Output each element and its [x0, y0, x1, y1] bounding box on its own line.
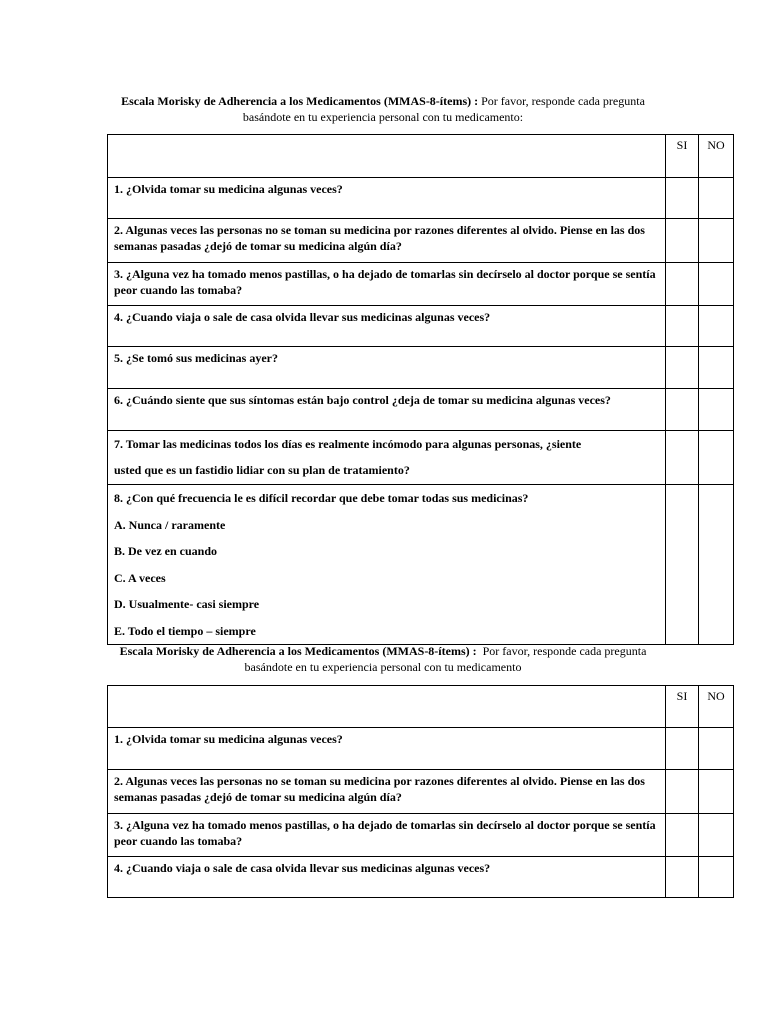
answer-no-cell[interactable]: [699, 857, 734, 898]
question-row: [108, 728, 734, 770]
option-e: E. Todo el tiempo – siempre: [114, 623, 256, 638]
question-4: 4. ¿Cuando viaja o sale de casa olvida llevar sus medicinas algunas veces?: [108, 857, 666, 898]
option-a: A. Nunca / raramente: [114, 517, 226, 532]
question-3: 3. ¿Alguna vez ha tomado menos pastillas, o ha dejado de tomarlas sin decírselo al doctor porque se sentía peor cuando las tomaba?: [108, 263, 666, 306]
answer-si-cell[interactable]: [666, 389, 699, 431]
answer-no-cell[interactable]: [699, 263, 734, 306]
answer-no-cell[interactable]: [699, 770, 734, 814]
question-2: 2. Algunas veces las personas no se toman su medicina por razones diferentes al olvido. Piense en las dos semanas pasadas ¿dejó de tomar su medicina algún día?: [108, 770, 666, 814]
section1-subtitle: basándote en tu experiencia personal con tu medicamento:: [242, 110, 524, 124]
answer-si-cell[interactable]: [666, 814, 699, 857]
answer-no-cell[interactable]: [699, 485, 734, 645]
answer-si-cell[interactable]: [666, 728, 699, 770]
question-row: [108, 431, 734, 485]
answer-si-cell[interactable]: [666, 178, 699, 219]
answer-no-cell[interactable]: [699, 347, 734, 389]
question-row: [108, 389, 734, 431]
answer-si-cell[interactable]: [666, 770, 699, 814]
col-no-header: NO: [699, 686, 734, 728]
col-si-header: SI: [666, 686, 699, 728]
option-c: C. A veces: [114, 570, 166, 585]
question-row: [108, 263, 734, 306]
header-blank-cell: [108, 135, 666, 178]
answer-si-cell[interactable]: [666, 857, 699, 898]
header-blank-cell: [108, 686, 666, 728]
question-7: [108, 431, 666, 485]
section1-heading: [100, 93, 666, 125]
question-row: [108, 178, 734, 219]
answer-no-cell[interactable]: [699, 178, 734, 219]
option-b: B. De vez en cuando: [114, 544, 217, 558]
answer-no-cell[interactable]: [699, 728, 734, 770]
option-d: D. Usualmente- casi siempre: [114, 597, 260, 611]
question-4: 4. ¿Cuando viaja o sale de casa olvida llevar sus medicinas algunas veces?: [108, 306, 666, 347]
question-3: 3. ¿Alguna vez ha tomado menos pastillas, o ha dejado de tomarlas sin decírselo al doctor porque se sentía peor cuando las tomaba?: [108, 814, 666, 857]
answer-si-cell[interactable]: [666, 219, 699, 263]
answer-no-cell[interactable]: [699, 306, 734, 347]
col-no-header: NO: [699, 135, 734, 178]
question-1: 1. ¿Olvida tomar su medicina algunas veces?: [108, 178, 666, 219]
answer-si-cell[interactable]: [666, 431, 699, 485]
answer-si-cell[interactable]: [666, 306, 699, 347]
section2-title-rest: Por favor, responde cada pregunta: [476, 644, 647, 658]
question-row: [108, 347, 734, 389]
answer-no-cell[interactable]: [699, 219, 734, 263]
section1-title-rest: Por favor, responde cada pregunta: [478, 94, 645, 108]
section2-subtitle: basándote en tu experiencia personal con tu medicamento: [244, 660, 522, 674]
section2-heading: [100, 643, 666, 675]
question-1: 1. ¿Olvida tomar su medicina algunas veces?: [108, 728, 666, 770]
table-header-row: [108, 135, 734, 178]
section1-table: [107, 134, 734, 645]
question-row: [108, 770, 734, 814]
answer-no-cell[interactable]: [699, 431, 734, 485]
answer-si-cell[interactable]: [666, 347, 699, 389]
question-8: [108, 485, 666, 645]
answer-si-cell[interactable]: [666, 485, 699, 645]
question-row: [108, 306, 734, 347]
question-row: [108, 219, 734, 263]
answer-si-cell[interactable]: [666, 263, 699, 306]
table-header-row: [108, 686, 734, 728]
question-row: [108, 485, 734, 645]
question-5: 5. ¿Se tomó sus medicinas ayer?: [108, 347, 666, 389]
col-si-header: SI: [666, 135, 699, 178]
question-row: [108, 814, 734, 857]
section2-table: [107, 685, 734, 898]
question-2: 2. Algunas veces las personas no se toman su medicina por razones diferentes al olvido. Piense en las dos semanas pasadas ¿dejó de tomar su medicina algún día?: [108, 219, 666, 263]
section2-title-bold: Escala Morisky de Adherencia a los Medicamentos (MMAS-8-ítems) :: [119, 644, 477, 658]
question-row: [108, 857, 734, 898]
question-8-text: 8. ¿Con qué frecuencia le es difícil recordar que debe tomar todas sus medicinas?: [114, 491, 529, 505]
section1-title-bold: Escala Morisky de Adherencia a los Medicamentos (MMAS-8-ítems) :: [121, 94, 479, 108]
answer-no-cell[interactable]: [699, 389, 734, 431]
question-7-line-2: usted que es un fastidio lidiar con su plan de tratamiento?: [114, 463, 410, 477]
question-6: 6. ¿Cuándo siente que sus síntomas están bajo control ¿deja de tomar su medicina algunas veces?: [108, 389, 666, 431]
answer-no-cell[interactable]: [699, 814, 734, 857]
question-7-line-1: 7. Tomar las medicinas todos los días es realmente incómodo para algunas personas, ¿siente: [114, 437, 582, 451]
